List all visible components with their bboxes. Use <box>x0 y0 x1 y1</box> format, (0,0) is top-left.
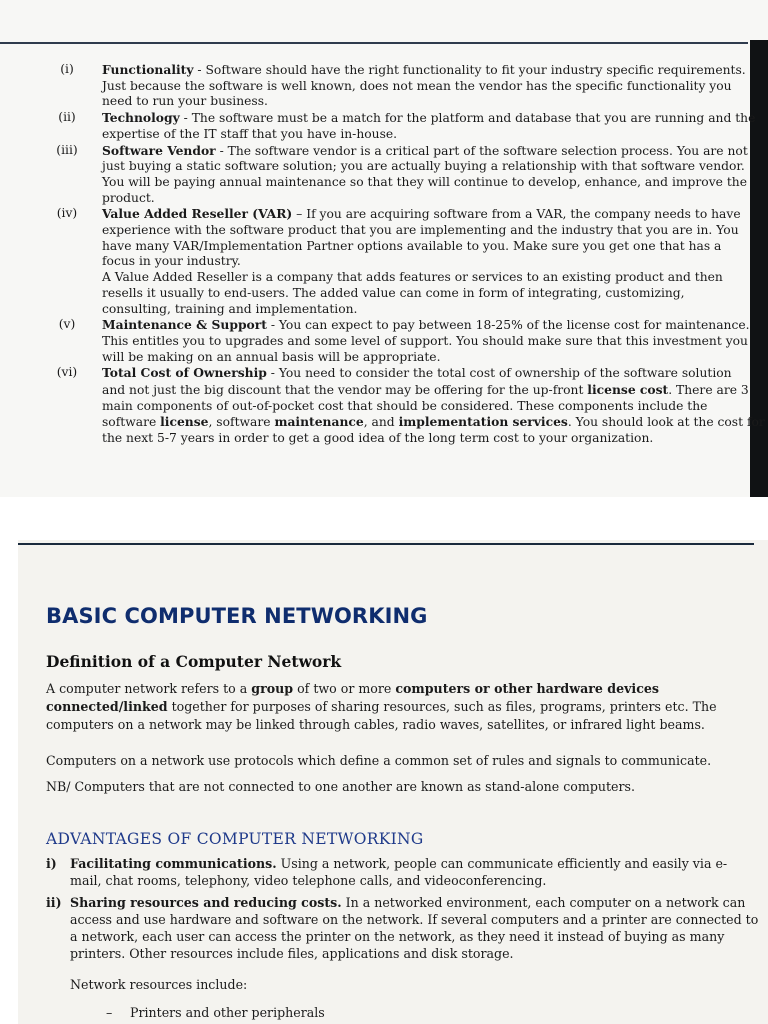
text-line <box>102 302 720 318</box>
list-item <box>0 62 746 110</box>
text-line <box>102 254 720 270</box>
top-page <box>0 0 768 498</box>
text-run: computers on a network may be linked through cables, radio waves, satellites, or infrared light beams. <box>46 717 705 732</box>
text-line <box>102 414 765 431</box>
text-run: main components of out-of-pocket cost that should be considered. These components include the <box>102 398 708 413</box>
text-line <box>102 365 732 382</box>
page-title: BASIC COMPUTER NETWORKING <box>46 604 428 628</box>
advantage-number: i) <box>46 856 57 871</box>
list-item <box>0 206 741 317</box>
text-line <box>102 174 747 191</box>
text-run: . You should look at the cost for <box>567 415 765 430</box>
bold-text: connected/linked <box>46 699 168 714</box>
list-item-number: (iv) <box>56 206 78 221</box>
text-line <box>102 159 745 175</box>
definition-paragraph <box>46 680 746 734</box>
text-line <box>70 945 746 962</box>
section-heading: Definition of a Computer Network <box>46 652 342 671</box>
text-run: , and <box>363 415 399 430</box>
text-run: . There are 3 <box>668 383 749 398</box>
text-line <box>102 333 748 350</box>
text-run: the next 5-7 years in order to get a good idea of the long term cost to your organization. <box>102 431 654 446</box>
text-run: Just because the software is well known, does not mean the vendor has the specific functionality you <box>102 78 732 93</box>
list-item-number: (v) <box>58 317 76 332</box>
text-line <box>102 206 741 223</box>
text-line <box>102 317 750 334</box>
bold-text: Maintenance & Support <box>102 317 267 333</box>
list-item-number: (vi) <box>56 365 78 380</box>
text-run: Using a network, people can communicate efficiently and easily via e- <box>276 856 728 871</box>
text-line <box>70 855 746 872</box>
note-paragraph: NB/ Computers that are not connected to one another are known as stand-alone computers. <box>46 779 635 794</box>
text-run: and not just the big discount that the vendor may be offering for the up-front <box>102 383 588 398</box>
text-run: have many VAR/Implementation Partner options available to you. Make sure you get one that has a <box>102 238 722 253</box>
text-run: focus in your industry. <box>102 254 241 269</box>
text-line <box>102 62 746 79</box>
bold-text: maintenance <box>274 414 364 430</box>
text-run: together for purposes of sharing resources, such as files, programs, printers etc. The <box>167 699 717 714</box>
text-run: - The software must be a match for the platform and database that you are running and the <box>179 111 756 126</box>
text-run: experience with the software product that you are implementing and the industry that you are in. You <box>102 223 739 238</box>
advantages-heading: ADVANTAGES OF COMPUTER NETWORKING <box>46 830 424 848</box>
text-run: , software <box>208 415 275 430</box>
bold-text: license cost <box>587 382 669 398</box>
list-item-number: (iii) <box>56 142 78 157</box>
text-run: mail, chat rooms, telephony, video telephone calls, and videoconferencing. <box>70 873 547 888</box>
list-item <box>0 317 750 365</box>
bottom-rule <box>18 543 754 545</box>
text-run: printers. Other resources include files, applications and disk storage. <box>70 946 514 961</box>
text-line <box>46 698 746 716</box>
text-run: software <box>102 415 161 430</box>
text-line <box>70 872 746 889</box>
bold-text: Software Vendor <box>102 142 216 158</box>
text-run: a network, each user can access the printer on the network, as they need it instead of buying as many <box>70 929 725 944</box>
text-line <box>102 94 720 110</box>
text-run: - You can expect to pay between 18-25% of the license cost for maintenance. <box>266 318 750 333</box>
list-item-number: (i) <box>60 62 74 76</box>
text-run: of two or more <box>293 681 396 696</box>
resource-item <box>106 1005 325 1020</box>
selection-criteria-list <box>0 62 765 447</box>
text-run: A Value Added Reseller is a company that adds features or services to an existing product and then <box>102 270 723 285</box>
text-run: need to run your business. <box>102 94 268 109</box>
text-line <box>102 431 720 447</box>
text-run: You will be paying annual maintenance so that they will continue to develop, enhance, and improve the <box>102 174 747 189</box>
text-line <box>70 928 746 945</box>
advantage-text <box>70 855 746 889</box>
text-line <box>102 78 732 95</box>
bold-text: computers or other hardware devices <box>395 681 659 696</box>
text-line <box>102 239 720 255</box>
text-run: product. <box>102 190 155 205</box>
list-item <box>0 142 748 207</box>
text-run: just buying a static software solution; you are actually buying a relationship with that software vendor. <box>102 159 745 174</box>
text-run: resells it usually to end-users. The added value can come in form of integrating, customizing, <box>102 285 685 300</box>
text-run: access and use hardware and software on the network. If several computers and a printer are connected to <box>70 912 759 927</box>
text-line <box>70 894 746 911</box>
text-run: - Software should have the right functionality to fit your industry specific requirements. <box>193 63 746 77</box>
resource-item-text: Printers and other peripherals <box>130 1005 325 1020</box>
text-line <box>102 350 720 366</box>
bold-text: Functionality <box>102 62 194 77</box>
text-run: This entitles you to upgrades and some level of support. You should make sure that this investment you <box>102 333 748 348</box>
text-run: In a networked environment, each computer on a network can <box>341 895 746 910</box>
text-run: will be making on an annual basis will be appropriate. <box>102 349 441 364</box>
text-run: - The software vendor is a critical part of the software selection process. You are not <box>215 143 748 158</box>
list-item-number: (ii) <box>58 110 76 125</box>
text-run: expertise of the IT staff that you have in-house. <box>102 126 398 141</box>
advantage-item <box>46 894 759 962</box>
text-line <box>46 680 746 698</box>
bold-text: group <box>251 681 294 696</box>
text-line <box>46 716 746 734</box>
text-line <box>102 127 720 143</box>
text-run: consulting, training and implementation. <box>102 301 358 316</box>
top-rule <box>0 42 748 44</box>
bullet-dash: – <box>106 1005 113 1020</box>
text-line <box>102 382 749 399</box>
bold-text: implementation services <box>398 414 568 430</box>
resources-label: Network resources include: <box>70 977 248 992</box>
advantage-text <box>70 894 759 962</box>
list-item <box>0 365 765 447</box>
text-run: A computer network refers to a <box>46 681 252 696</box>
bold-text: Total Cost of Ownership <box>102 365 267 381</box>
text-line <box>102 142 748 160</box>
text-line <box>102 286 720 302</box>
bottom-page <box>18 540 768 1024</box>
bold-text: license <box>160 414 209 430</box>
page-gap <box>0 497 768 540</box>
text-line <box>102 191 720 207</box>
protocols-paragraph: Computers on a network use protocols which define a common set of rules and signals to communicate. <box>46 753 712 768</box>
text-run: - You need to consider the total cost of ownership of the software solution <box>266 366 732 381</box>
text-line <box>102 270 723 286</box>
text-line <box>102 399 720 415</box>
bold-text: Technology <box>102 110 180 126</box>
text-line <box>102 223 739 239</box>
bold-text: Sharing resources and reducing costs. <box>70 895 342 910</box>
advantage-number: ii) <box>46 895 62 910</box>
advantage-item <box>46 855 746 889</box>
list-item <box>0 110 756 142</box>
text-line <box>102 110 756 127</box>
text-run: – If you are acquiring software from a VAR, the company needs to have <box>292 207 741 222</box>
bold-text: Value Added Reseller (VAR) <box>102 206 293 222</box>
bold-text: Facilitating communications. <box>70 856 277 871</box>
text-line <box>70 911 759 928</box>
